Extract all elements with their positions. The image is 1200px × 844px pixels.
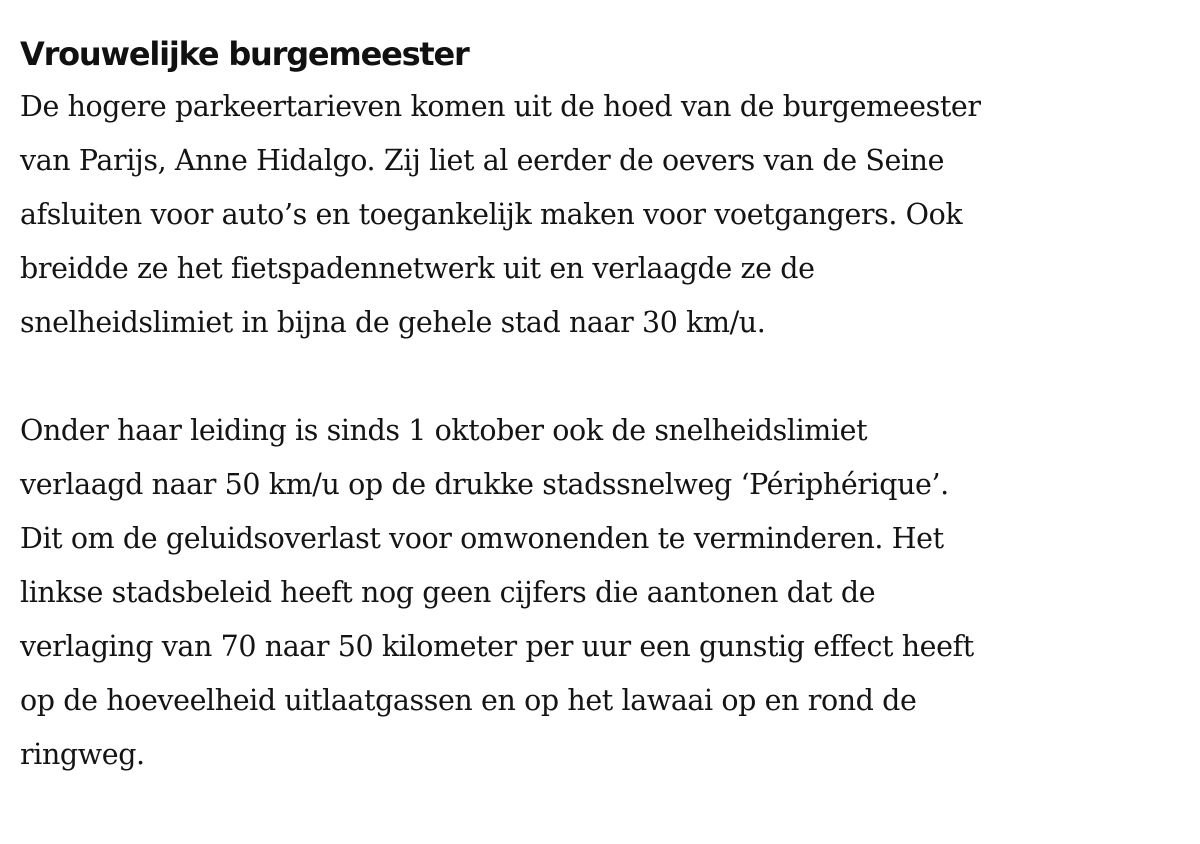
- paragraph-2: [20, 404, 1185, 782]
- paragraph-line: De hogere parkeertarieven komen uit de hoed van de burgemeester: [20, 90, 981, 123]
- paragraph-line: ringweg.: [20, 738, 145, 771]
- paragraph-line: op de hoeveelheid uitlaatgassen en op het lawaai op en rond de: [20, 684, 917, 717]
- paragraph-line: afsluiten voor auto’s en toegankelijk maken voor voetgangers. Ook: [20, 198, 963, 231]
- paragraph-line: snelheidslimiet in bijna de gehele stad naar 30 km/u.: [20, 306, 766, 339]
- paragraph-line: verlaagd naar 50 km/u op de drukke stadssnelweg ‘Périphérique’.: [20, 468, 949, 501]
- paragraph-line: Dit om de geluidsoverlast voor omwonenden te verminderen. Het: [20, 522, 944, 555]
- section-heading: Vrouwelijke burgemeester: [20, 35, 469, 73]
- paragraph-line: linkse stadsbeleid heeft nog geen cijfers die aantonen dat de: [20, 576, 876, 609]
- article-body: [20, 28, 1185, 782]
- paragraph-1: [20, 80, 1185, 350]
- paragraph-line: Onder haar leiding is sinds 1 oktober ook de snelheidslimiet: [20, 414, 868, 447]
- paragraph-line: verlaging van 70 naar 50 kilometer per uur een gunstig effect heeft: [20, 630, 974, 663]
- paragraph-line: breidde ze het fietspadennetwerk uit en verlaagde ze de: [20, 252, 815, 285]
- paragraph-line: van Parijs, Anne Hidalgo. Zij liet al eerder de oevers van de Seine: [20, 144, 945, 177]
